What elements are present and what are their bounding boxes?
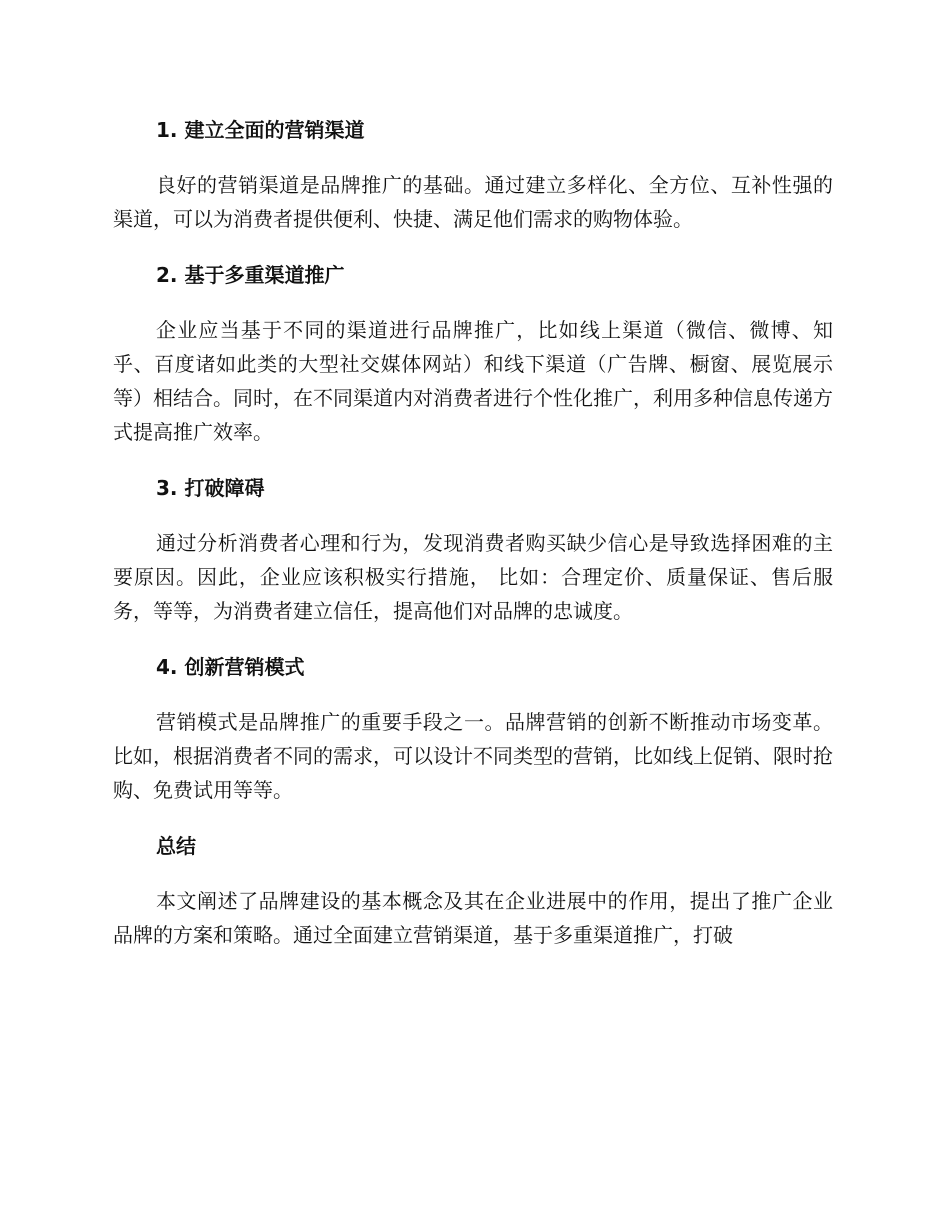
section-paragraph-4: 营销模式是品牌推广的重要手段之一。品牌营销的创新不断推动市场变革。比如，根据消费者不同的需求，可以设计不同类型的营销，比如线上促销、限时抢购、免费试用等等。 bbox=[113, 710, 833, 802]
document-body bbox=[113, 110, 833, 952]
section-paragraph-3: 通过分析消费者心理和行为，发现消费者购买缺少信心是导致选择困难的主要原因。因此，企业应该积极实行措施， 比如：合理定价、质量保证、售后服务，等等，为消费者建立信任，提高他们对品牌的忠诚度。 bbox=[113, 531, 833, 623]
section-heading-4: 4. 创新营销模式 bbox=[156, 655, 305, 679]
section-paragraph-2: 企业应当基于不同的渠道进行品牌推广，比如线上渠道（微信、微博、知乎、百度诸如此类的大型社交媒体网站）和线下渠道（广告牌、橱窗、展览展示等）相结合。同时，在不同渠道内对消费者进行个性化推广，利用多种信息传递方式提高推广效率。 bbox=[113, 318, 833, 444]
section-heading-1: 1. 建立全面的营销渠道 bbox=[156, 118, 365, 142]
section-heading-2: 2. 基于多重渠道推广 bbox=[156, 263, 345, 287]
summary-heading: 总结 bbox=[156, 834, 196, 858]
section-heading-3: 3. 打破障碍 bbox=[156, 476, 265, 500]
section-paragraph-1: 良好的营销渠道是品牌推广的基础。通过建立多样化、全方位、互补性强的渠道，可以为消费者提供便利、快捷、满足他们需求的购物体验。 bbox=[113, 173, 833, 231]
summary-paragraph: 本文阐述了品牌建设的基本概念及其在企业进展中的作用，提出了推广企业品牌的方案和策略。通过全面建立营销渠道，基于多重渠道推广，打破 bbox=[113, 889, 833, 947]
